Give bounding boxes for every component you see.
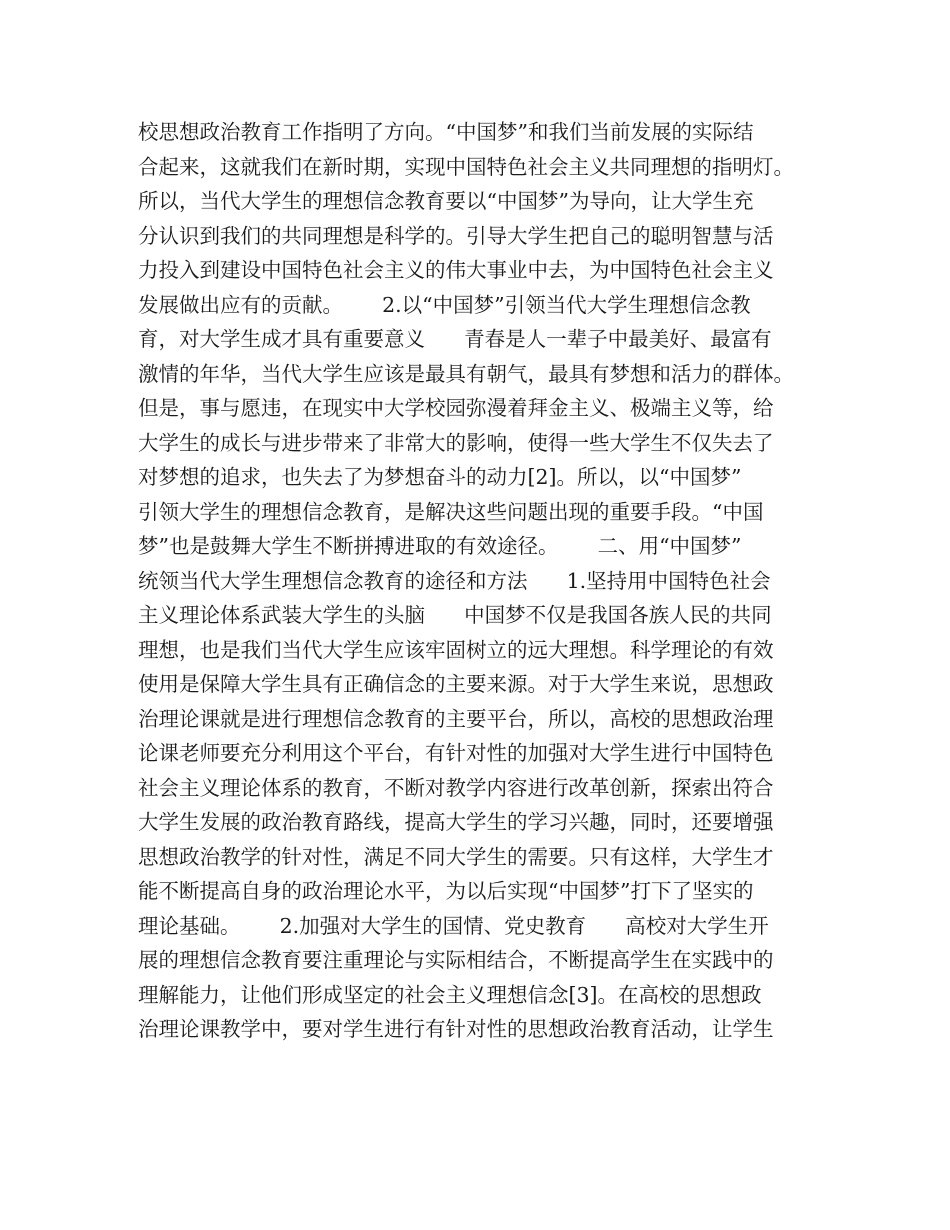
text-line: 力投入到建设中国特色社会主义的伟大事业中去，为中国特色社会主义 xyxy=(138,258,774,282)
text-line: 梦”也是鼓舞大学生不断拼搏进取的有效途径。 二、用“中国梦” xyxy=(138,534,742,558)
text-line: 但是，事与愿违，在现实中大学校园弥漫着拜金主义、极端主义等，给 xyxy=(138,396,774,420)
text-line: 能不断提高自身的政治理论水平，为以后实现“中国梦”打下了坚实的 xyxy=(138,879,754,903)
text-line: 对梦想的追求，也失去了为梦想奋斗的动力[2]。所以，以“中国梦” xyxy=(138,465,742,489)
text-line: 社会主义理论体系的教育，不断对教学内容进行改革创新，探索出符合 xyxy=(138,775,774,800)
text-line: 发展做出应有的贡献。 2.以“中国梦”引领当代大学生理想信念教 xyxy=(138,292,751,317)
text-line: 主义理论体系武装大学生的头脑 中国梦不仅是我国各族人民的共同 xyxy=(138,603,772,627)
text-line: 大学生发展的政治教育路线，提高大学生的学习兴趣，同时，还要增强 xyxy=(138,810,774,834)
text-line: 统领当代大学生理想信念教育的途径和方法 1.坚持用中国特色社会 xyxy=(138,568,771,593)
text-line: 大学生的成长与进步带来了非常大的影响，使得一些大学生不仅失去了 xyxy=(138,430,774,455)
text-line: 论课老师要充分利用这个平台，有针对性的加强对大学生进行中国特色 xyxy=(138,741,774,765)
body-text xyxy=(138,115,838,1047)
text-line: 合起来，这就我们在新时期，实现中国特色社会主义共同理想的指明灯。 xyxy=(138,154,794,179)
text-line: 育，对大学生成才具有重要意义 青春是人一辈子中最美好、最富有 xyxy=(138,327,772,351)
text-line: 理解能力，让他们形成坚定的社会主义理想信念[3]。在高校的思想政 xyxy=(138,982,762,1007)
text-line: 治理论课教学中，要对学生进行有针对性的思想政治教育活动，让学生 xyxy=(138,1017,774,1041)
text-line: 引领大学生的理想信念教育，是解决这些问题出现的重要手段。“中国 xyxy=(138,499,764,524)
text-line: 校思想政治教育工作指明了方向。“中国梦”和我们当前发展的实际结 xyxy=(138,120,754,144)
text-line: 理想，也是我们当代大学生应该牢固树立的远大理想。科学理论的有效 xyxy=(138,637,774,662)
text-line: 理论基础。 2.加强对大学生的国情、党史教育 高校对大学生开 xyxy=(138,913,769,938)
text-line: 使用是保障大学生具有正确信念的主要来源。对于大学生来说，思想政 xyxy=(138,672,774,696)
text-line: 分认识到我们的共同理想是科学的。引导大学生把自己的聪明智慧与活 xyxy=(138,223,774,248)
text-line: 所以，当代大学生的理想信念教育要以“中国梦”为导向，让大学生充 xyxy=(138,189,754,213)
text-line: 激情的年华，当代大学生应该是最具有朝气，最具有梦想和活力的群体。 xyxy=(138,361,794,386)
text-line: 展的理想信念教育要注重理论与实际相结合，不断提高学生在实践中的 xyxy=(138,948,774,972)
text-line: 思想政治教学的针对性，满足不同大学生的需要。只有这样，大学生才 xyxy=(138,844,774,869)
text-line: 治理论课就是进行理想信念教育的主要平台，所以，高校的思想政治理 xyxy=(138,706,774,731)
